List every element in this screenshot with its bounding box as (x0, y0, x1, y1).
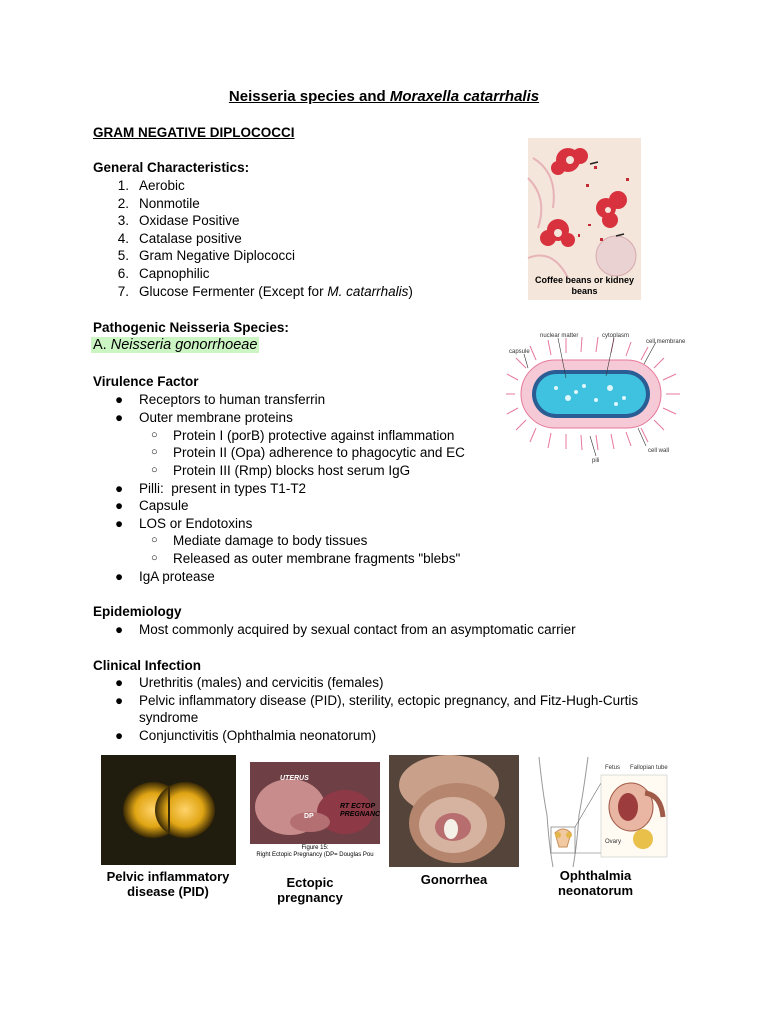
label-ectopic: RT ECTOP (340, 803, 376, 810)
label-tube: Fallopian tube (630, 765, 668, 771)
label-membrane: cell membrane (646, 339, 686, 345)
label-capsule: capsule (509, 349, 530, 355)
label-fetus: Fetus (605, 765, 621, 771)
label-pili: pili (592, 458, 600, 464)
gonorrhea-image (389, 755, 519, 867)
label-ovary: Ovary (605, 839, 622, 845)
ophthalmia-caption: Ophthalmia neonatorum (557, 868, 634, 898)
gram-stain-image (528, 138, 641, 300)
label-nuclear: nuclear matter (540, 333, 579, 339)
label-uterus: UTERUS (280, 775, 309, 782)
clinical-heading: Clinical Infection (93, 658, 202, 673)
list-item: ● Most commonly acquired by sexual contact from an asymptomatic carrier (115, 622, 576, 637)
virulence-heading: Virulence Factor (93, 374, 199, 389)
gonorrhea-caption: Gonorrhea (420, 872, 488, 887)
ectopic-photo (250, 762, 380, 844)
pathogenic-heading: Pathogenic Neisseria Species: (93, 320, 289, 335)
pid-caption: Pelvic inflammatory disease (PID) (106, 869, 230, 899)
clinical-list: ● Urethritis (males) and cervicitis (females) ● Pelvic inflammatory disease (PID), sterility, ectopic pregnancy, and Fitz-Hugh-Curtis syndrome ● Conjunctivitis (Ophthalmia neonatorum) (115, 675, 639, 743)
ectopic-figure-caption: Figure 15: Right Ectopic Pregnancy (DP= Douglas Pou (256, 845, 374, 858)
gonorrhea-photo (389, 755, 519, 867)
general-heading: General Characteristics: (93, 160, 250, 175)
epidemiology-heading: Epidemiology (93, 604, 182, 619)
anatomy-diagram (533, 755, 668, 867)
label-preg: PREGNANC (340, 811, 381, 818)
cell-diagram (506, 328, 686, 468)
species-a-highlight: A. Neisseria gonorrhoeae (93, 337, 258, 353)
ophthalmia-image (533, 755, 668, 867)
label-wall: cell wall (648, 448, 670, 454)
diplococcus-micrograph (101, 755, 236, 865)
section-header: GRAM NEGATIVE DIPLOCOCCI (93, 125, 295, 140)
general-list: 1. Aerobic 2. Nonmotile 3. Oxidase Positive 4. Catalase positive 5. Gram Negative Diplococci 6. Capnophilic 7. Glucose Fermenter (Except for M. catarrhalis) (117, 178, 413, 299)
stain-caption: Coffee beans or kidney beans (534, 275, 635, 296)
page-title: Neisseria species and Moraxella catarrhalis (228, 88, 540, 105)
label-cytoplasm: cytoplasm (602, 333, 630, 339)
ectopic-caption: Ectopic pregnancy (277, 875, 343, 905)
pid-photo (101, 755, 236, 865)
virulence-list: ● Receptors to human transferrin ● Outer membrane proteins ○ Protein I (porB) protective against inflammation ○ Protein II (Opa) adherence to phagocytic and EC ○ Protein III (Rmp) blocks host serum IgG ● Pilli: present in types T1-T2 ● Capsule ● LOS or Endotoxins ○ Mediate damage to body tissues ○ Released as outer membrane fragments "blebs" ● IgA protease (115, 392, 465, 584)
laparoscopy-image (250, 762, 380, 844)
label-dp: DP (304, 813, 314, 820)
bacterium-diagram (506, 328, 686, 468)
